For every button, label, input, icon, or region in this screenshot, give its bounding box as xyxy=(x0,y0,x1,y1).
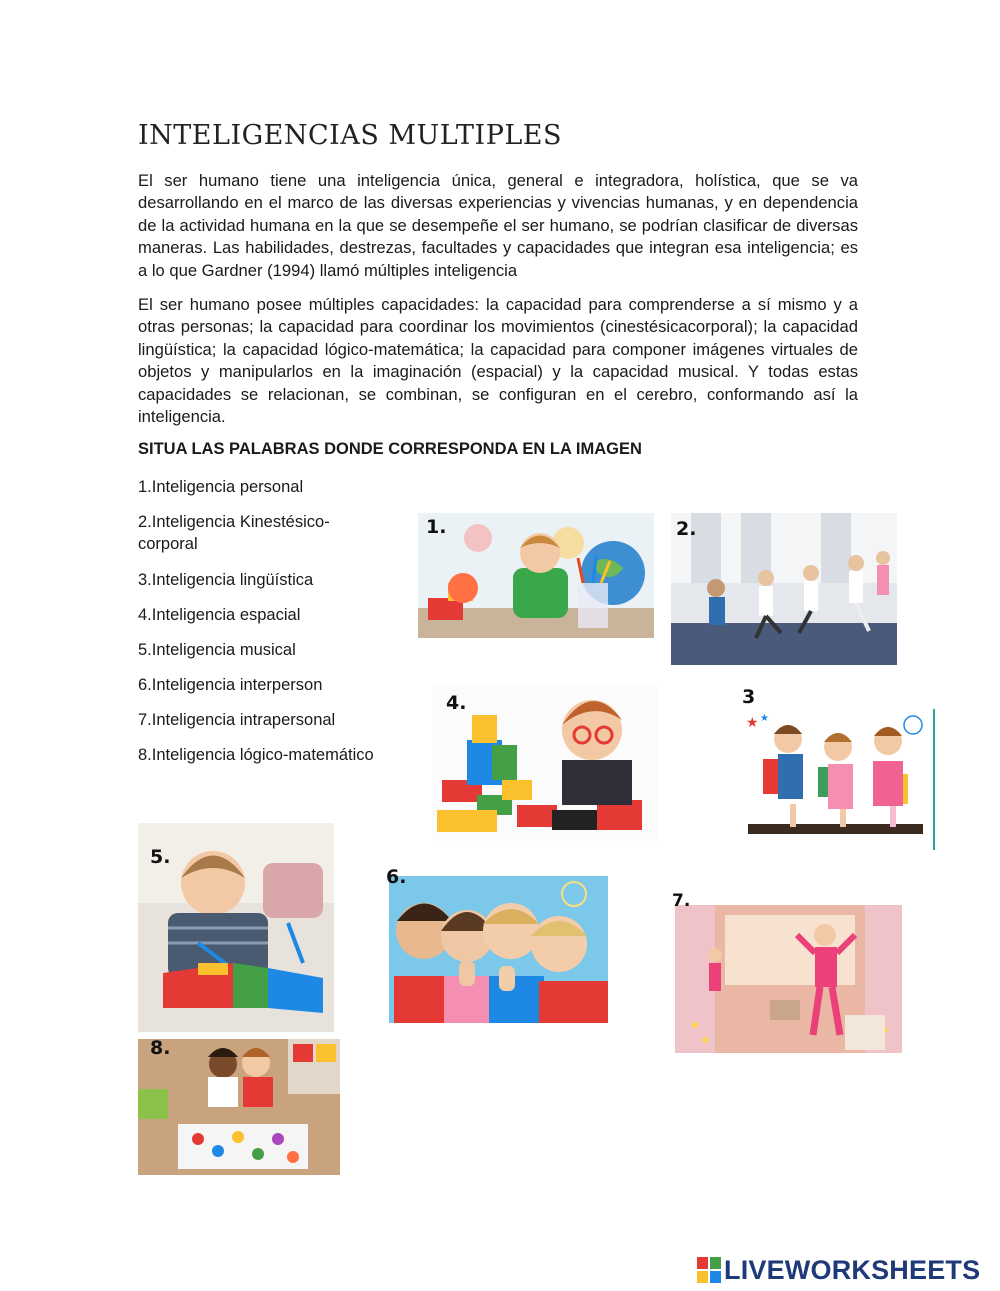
word-item[interactable]: 3.Inteligencia lingüística xyxy=(138,571,314,589)
intro-paragraph: El ser humano tiene una inteligencia única, general e integradora, holística, que se va desarrollando en el marco de las diversas experiencias y vivencias humanas, y en dependencia de la actividad humana en la que se desempeñe el ser humano, se podrían clasificar de diversas maneras. Las habilidades, destrezas, facultades y capacidades que integran esa inteligencia; es a lo que Gardner (1994) llamó múltiples inteligencia xyxy=(138,171,858,280)
image-number: 8. xyxy=(150,1037,171,1059)
liveworksheets-logo-icon xyxy=(697,1257,721,1283)
photo-child-globe xyxy=(418,513,654,638)
photo-children-counting xyxy=(138,1039,340,1175)
svg-text:★: ★ xyxy=(746,714,759,730)
capacities-paragraph: El ser humano posee múltiples capacidades: la capacidad para comprenderse a sí mismo y a otras personas; la capacidad para coordinar los movimientos (cinestésicacorporal); la capacidad lingüística; la capacidad lógico-matemática; la capacidad para componer imágenes virtuales de objetos y manipularlos en la imaginación (espacial) y la capacidad musical. Y todas estas capacidades se relacionan, se combinan, se configuran en el cerebro, conformando así la inteligencia. xyxy=(138,295,858,427)
image-number: 2. xyxy=(676,518,697,540)
brand-logo xyxy=(697,1253,980,1287)
image-number: 1. xyxy=(426,516,447,538)
photo-children-exercise xyxy=(671,513,897,665)
page-title: INTELIGENCIAS MULTIPLES xyxy=(138,120,563,151)
word-item[interactable]: 5.Inteligencia musical xyxy=(138,641,296,659)
word-item[interactable]: 4.Inteligencia espacial xyxy=(138,606,301,624)
brand-name: LIVEWORKSHEETS xyxy=(724,1254,981,1285)
image-number: 6. xyxy=(386,866,407,888)
word-item[interactable]: 6.Inteligencia interperson xyxy=(138,676,323,694)
word-item[interactable]: 8.Inteligencia lógico-matemático xyxy=(138,746,374,764)
image-number: 4. xyxy=(446,692,467,714)
photo-children-reading xyxy=(738,709,935,850)
photo-children-thumbs-up xyxy=(389,876,608,1023)
image-number: 5. xyxy=(150,846,171,868)
instruction-heading: SITUA LAS PALABRAS DONDE CORRESPONDA EN LA IMAGEN xyxy=(138,440,642,458)
word-item[interactable]: 1.Inteligencia personal xyxy=(138,478,304,496)
word-item[interactable]: 2.Inteligencia Kinestésico-corporal xyxy=(138,513,330,553)
image-number: 3 xyxy=(742,686,756,708)
svg-text:★: ★ xyxy=(760,713,769,724)
photo-girl-superhero xyxy=(675,905,902,1053)
word-item[interactable]: 7.Inteligencia intrapersonal xyxy=(138,711,336,729)
image-number: 7. xyxy=(672,891,691,911)
